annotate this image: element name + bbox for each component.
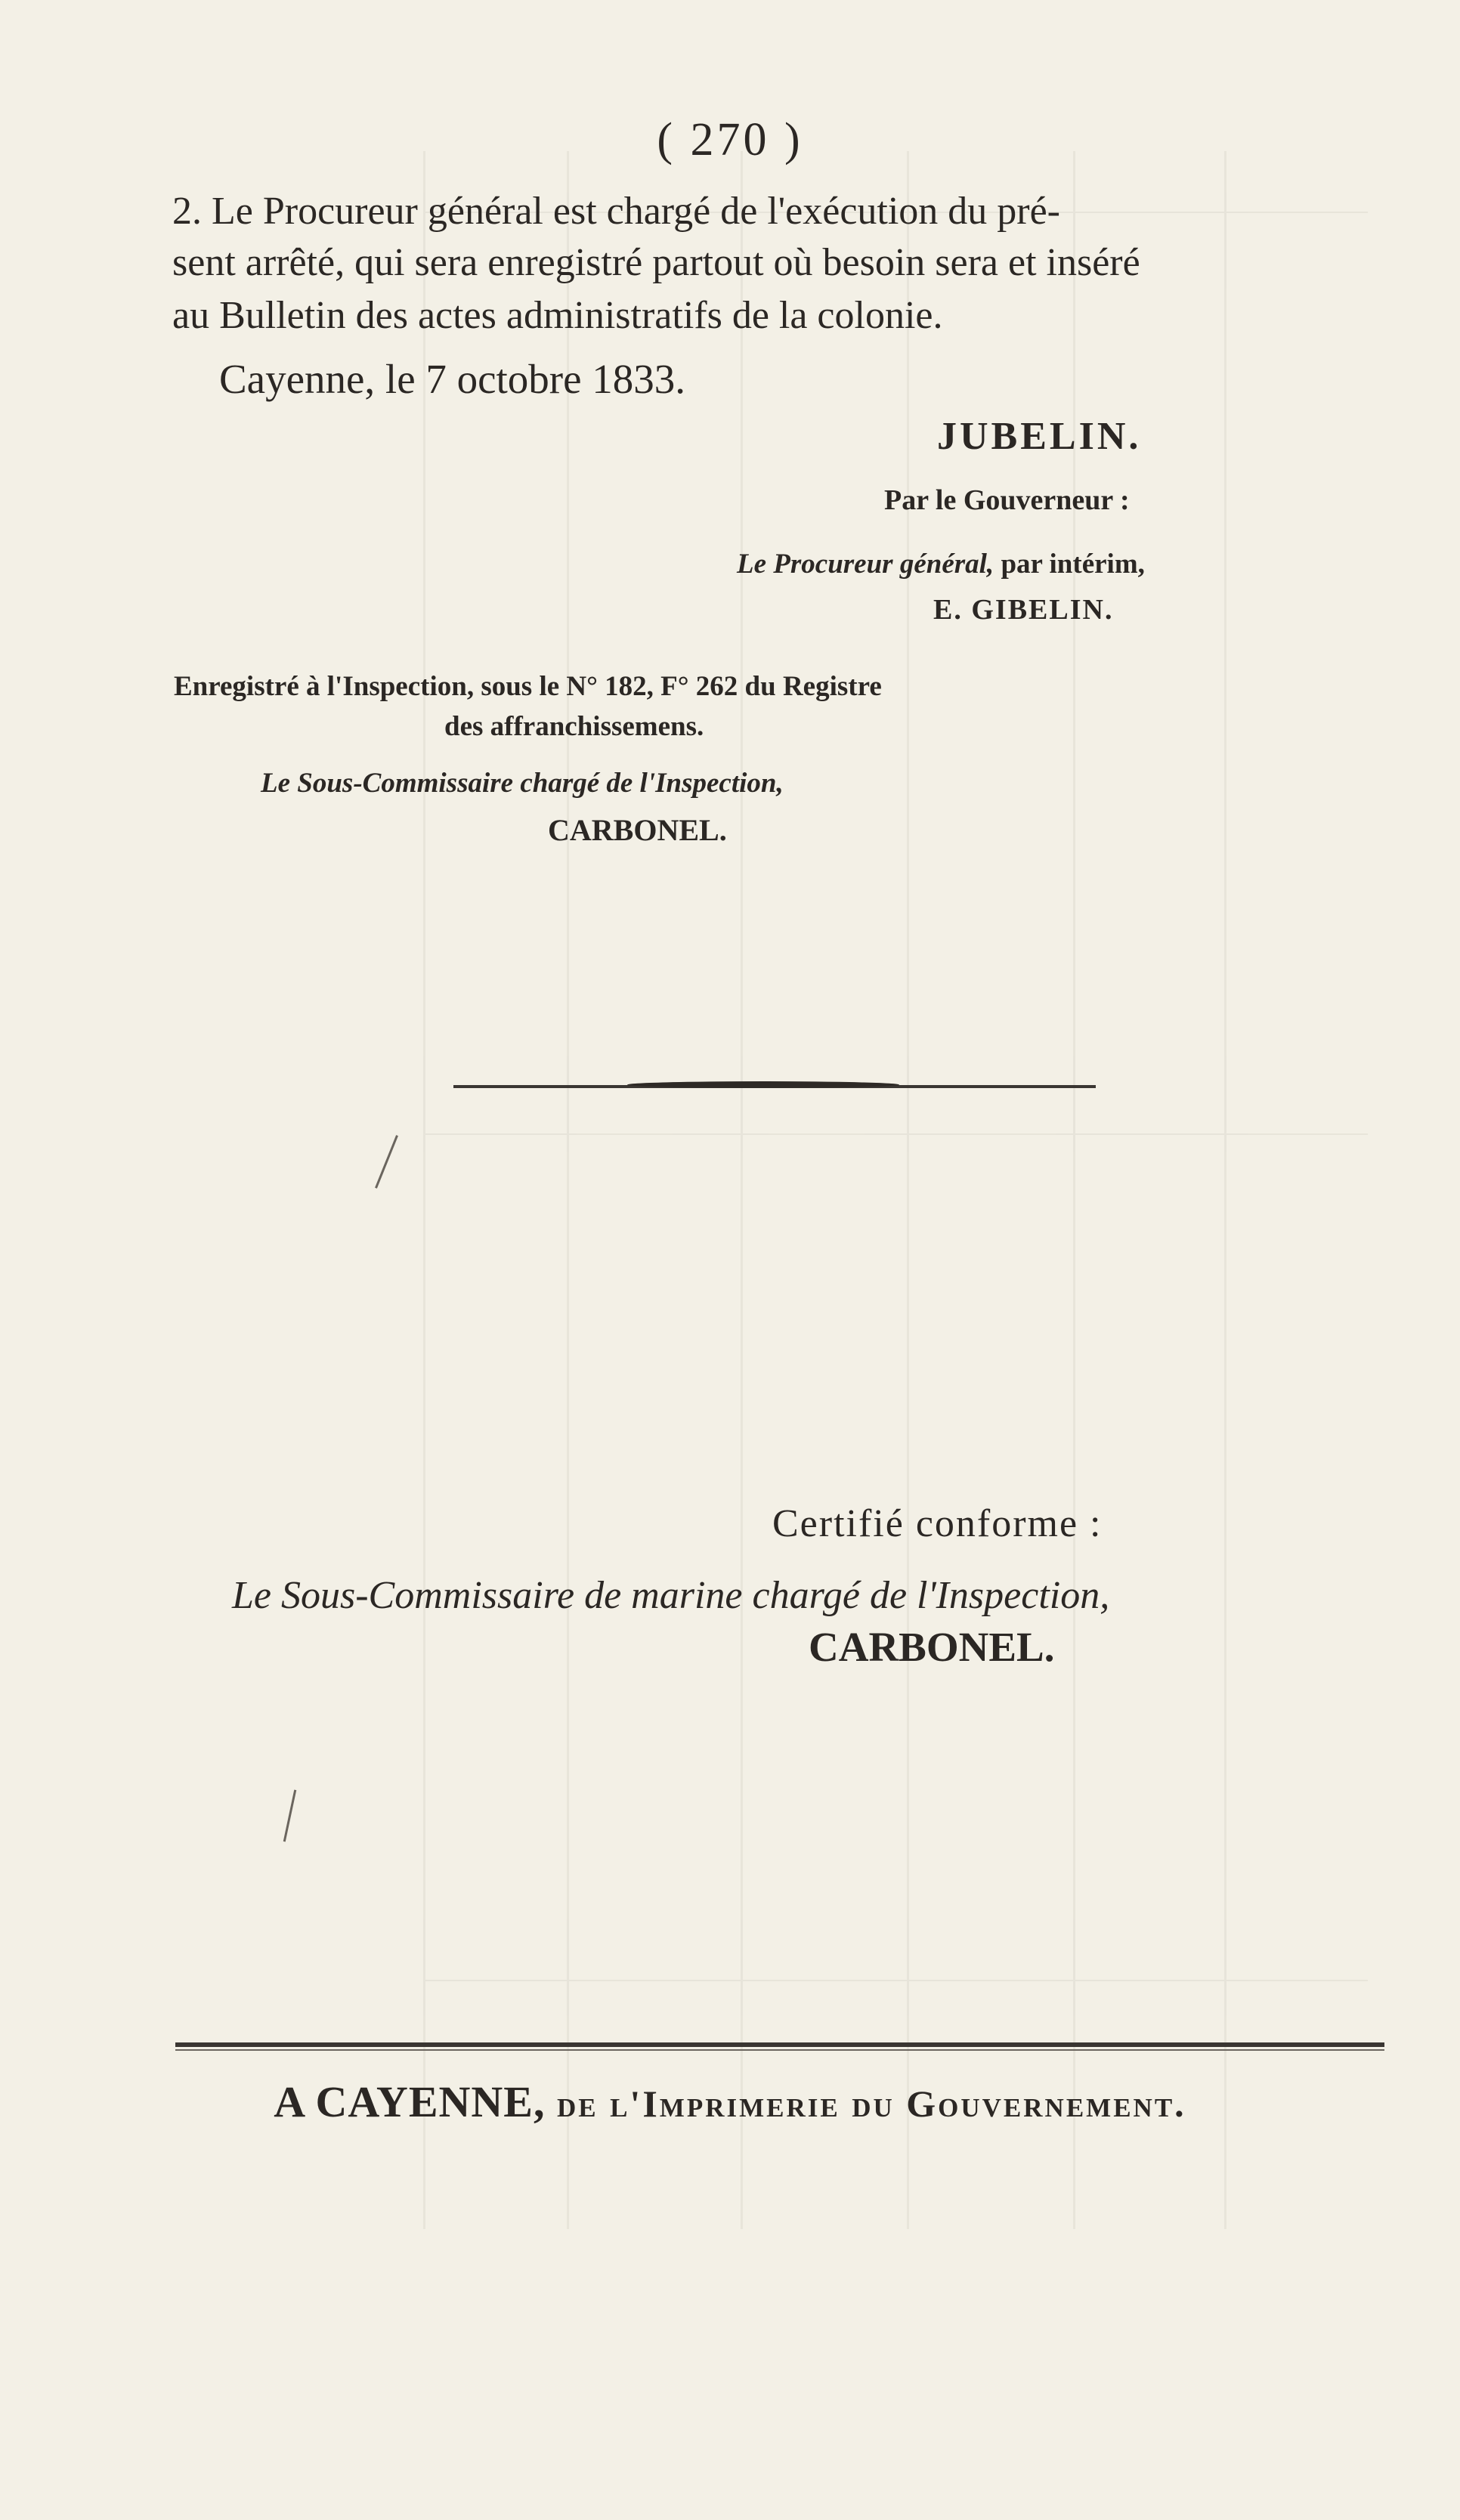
procureur-interim: par intérim, [994, 549, 1145, 580]
registration-sous-commissaire: Le Sous-Commissaire chargé de l'Inspection, [261, 768, 784, 799]
certification-signature: CARBONEL. [809, 1624, 1055, 1670]
procureur-name: E. GIBELIN. [933, 594, 1114, 626]
registration-line-1: Enregistré à l'Inspection, sous le N° 182, F° 262 du Registre [174, 671, 882, 702]
page-number: ( 270 ) [657, 114, 803, 165]
stray-mark [375, 1135, 398, 1189]
body-line-1: 2. Le Procureur général est chargé de l'exécution du pré- [172, 190, 1061, 233]
registration-signature: CARBONEL. [548, 813, 727, 847]
printer-imprint [0, 2076, 1460, 2127]
body-line-2: sent arrêté, qui sera enregistré partout où besoin sera et inséré [172, 241, 1140, 284]
imprint-rule [175, 2042, 1384, 2047]
dateline: Cayenne, le 7 octobre 1833. [219, 356, 686, 402]
procureur-title: Le Procureur général, [737, 549, 994, 580]
imprint-rule-thin [175, 2049, 1384, 2051]
par-le-gouverneur: Par le Gouverneur : [884, 484, 1130, 516]
imprint-printer: de l'Imprimerie du Gouvernement. [545, 2082, 1186, 2125]
governor-signature: JUBELIN. [937, 415, 1142, 458]
certified-conform: Certifié conforme : [772, 1502, 1103, 1545]
body-line-3: au Bulletin des actes administratifs de la colonie. [172, 294, 943, 337]
procureur-line [737, 548, 1145, 580]
bleed-through-table [423, 151, 1368, 2229]
registration-line-2: des affranchissemens. [444, 711, 704, 742]
stray-mark [283, 1789, 296, 1841]
section-divider-swell [627, 1081, 899, 1088]
certification-sous-commissaire: Le Sous-Commissaire de marine chargé de l'Inspection, [232, 1574, 1110, 1617]
imprint-place: A CAYENNE, [274, 2077, 546, 2126]
